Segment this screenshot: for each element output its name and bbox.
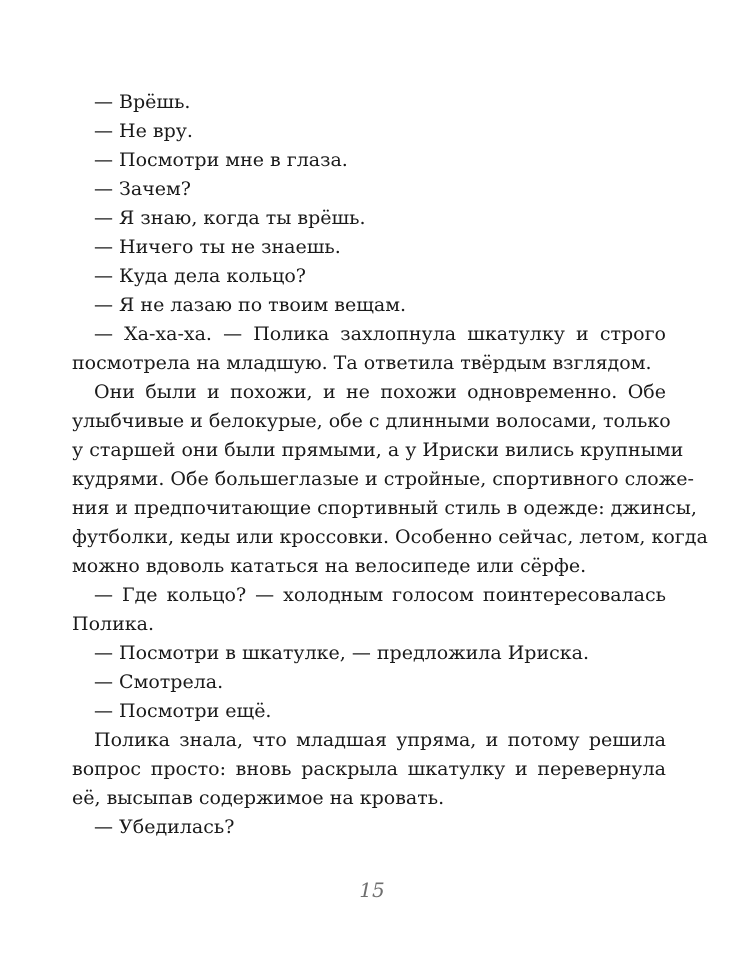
text-line: Полика знала, что младшая упряма, и потому решила xyxy=(94,729,666,751)
text-line: посмотрела на младшую. Та ответила твёрдым взглядом. xyxy=(72,352,652,374)
text-line: вопрос просто: вновь раскрыла шкатулку и перевернула xyxy=(72,758,666,780)
text-line: можно вдоволь кататься на велосипеде или сёрфе. xyxy=(72,555,587,577)
text-line: — Посмотри в шкатулке, — предложила Ириска. xyxy=(94,642,590,664)
text-line: — Убедилась? xyxy=(94,816,235,838)
text-line: — Не вру. xyxy=(94,120,193,142)
text-line: — Врёшь. xyxy=(94,91,191,113)
text-line: — Я знаю, когда ты врёшь. xyxy=(94,207,366,229)
page-number: 15 xyxy=(359,878,385,902)
text-line: — Я не лазаю по твоим вещам. xyxy=(94,294,407,316)
text-line: — Зачем? xyxy=(94,178,191,200)
text-line: — Где кольцо? — холодным голосом поинтересовалась xyxy=(94,584,666,606)
text-line: её, высыпав содержимое на кровать. xyxy=(72,787,445,809)
text-line: улыбчивые и белокурые, обе с длинными волосами, только xyxy=(72,410,671,432)
text-line: — Куда дела кольцо? xyxy=(94,265,306,287)
text-line: Полика. xyxy=(72,613,154,635)
text-line: — Ничего ты не знаешь. xyxy=(94,236,341,258)
text-line: — Ха-ха-ха. — Полика захлопнула шкатулку и строго xyxy=(94,323,666,345)
text-line: ния и предпочитающие спортивный стиль в одежде: джинсы, xyxy=(72,497,697,519)
text-line: — Посмотри мне в глаза. xyxy=(94,149,348,171)
text-line: кудрями. Обе большеглазые и стройные, спортивного сложе- xyxy=(72,468,694,490)
text-line: футболки, кеды или кроссовки. Особенно сейчас, летом, когда xyxy=(72,526,708,548)
text-line: — Посмотри ещё. xyxy=(94,700,272,722)
text-line: у старшей они были прямыми, а у Ириски вились крупными xyxy=(72,439,684,461)
page-body xyxy=(72,88,708,842)
text-line: Они были и похожи, и не похожи одновременно. Обе xyxy=(94,381,666,403)
text-line: — Смотрела. xyxy=(94,671,224,693)
